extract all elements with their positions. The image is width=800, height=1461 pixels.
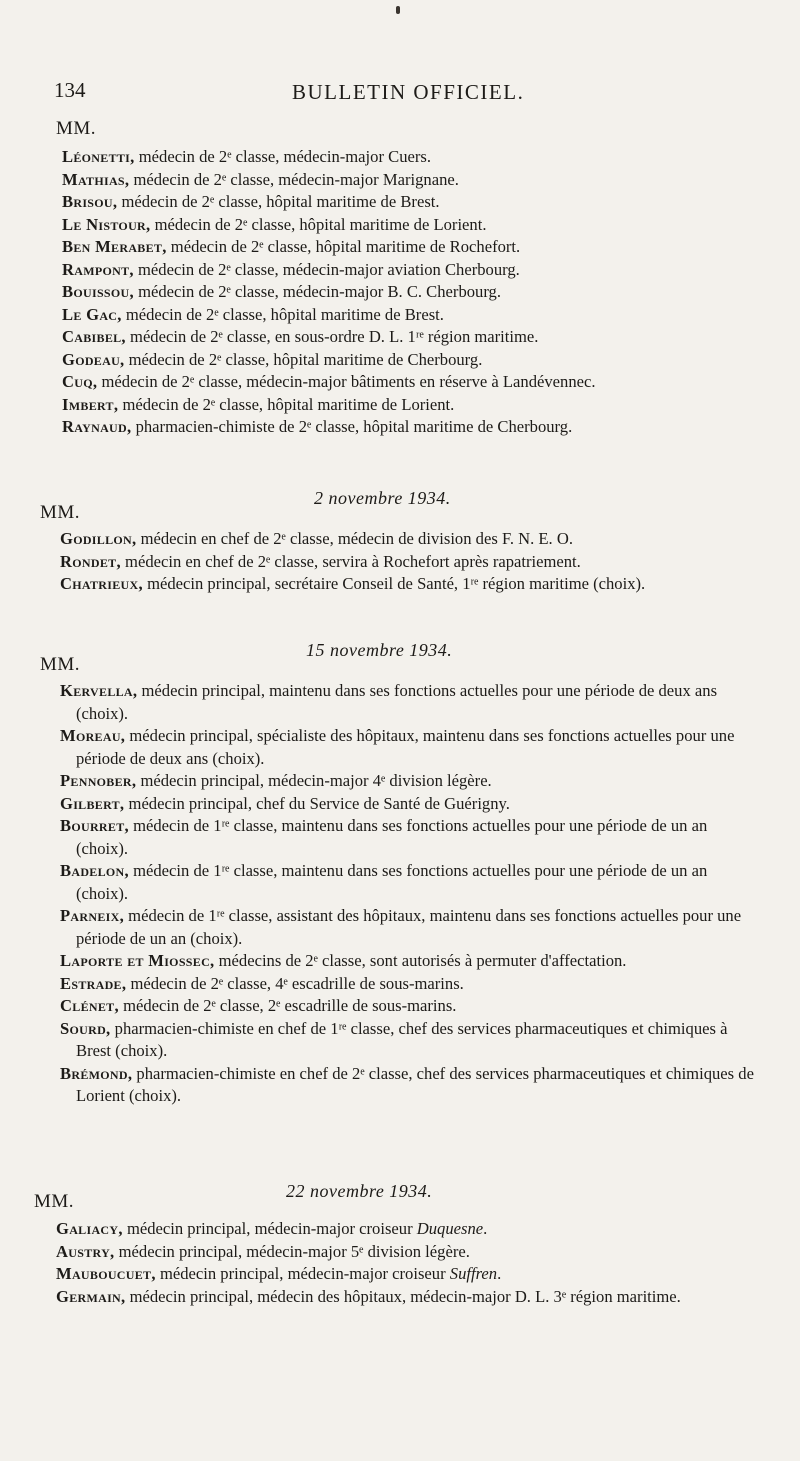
person-name: Gilbert, (60, 793, 125, 813)
entry-list (60, 528, 760, 596)
person-name: Bourret, (60, 816, 129, 835)
section-date: 22 novembre 1934. (286, 1181, 433, 1201)
list-item (60, 1018, 760, 1063)
person-name: Godillon, (60, 529, 137, 548)
entry-text: médecin de 2ᵉ classe, hôpital maritime de Cherbourg. (124, 349, 483, 369)
list-item (62, 416, 762, 439)
person-name: Moreau, (60, 726, 126, 745)
entry-text: médecin en chef de 2ᵉ classe, servira à Rochefort après rapatriement. (120, 551, 581, 571)
entry-text: médecin principal, médecin-major 4ᵉ division légère. (136, 771, 492, 790)
list-item (62, 281, 762, 304)
person-name: Parneix, (60, 906, 125, 925)
list-item (60, 950, 760, 973)
list-item (62, 371, 762, 394)
entry-text: médecin principal, maintenu dans ses fonctions actuelles pour une période de deux ans (choix). (76, 681, 718, 723)
list-item (62, 394, 762, 417)
running-title: BULLETIN OFFICIEL. (292, 80, 525, 104)
person-name: Rampont, (62, 259, 134, 279)
ink-speck (396, 6, 400, 14)
list-item (60, 551, 760, 574)
person-name: Galiacy, (56, 1219, 123, 1238)
salutation: MM. (40, 502, 81, 523)
page-number: 134 (54, 78, 86, 102)
person-name: Godeau, (62, 349, 125, 369)
entry-text: médecin de 2ᵉ classe, médecin-major bâtiments en réserve à Landévennec. (97, 372, 596, 391)
entry-text: médecin de 1ʳᵉ classe, maintenu dans ses fonctions actuelles pour une période de un an (choix). (76, 861, 708, 903)
list-item (62, 146, 762, 169)
section-date: 15 novembre 1934. (306, 640, 453, 660)
person-name: Germain, (56, 1286, 126, 1306)
entry-text: médecin principal, médecin-major croiseur (122, 1219, 417, 1238)
entry-text: médecin principal, spécialiste des hôpitaux, maintenu dans ses fonctions actuelles pour une période de deux ans (choix). (76, 726, 735, 768)
entry-text: médecin de 2ᵉ classe, hôpital maritime de Brest. (121, 304, 444, 324)
list-item (56, 1241, 756, 1264)
entry-text: médecin de 2ᵉ classe, médecin-major aviation Cherbourg. (133, 259, 520, 279)
entry-text: médecins de 2ᵉ classe, sont autorisés à permuter d'affectation. (214, 951, 627, 970)
list-item (60, 1063, 760, 1108)
entry-text: médecin de 2ᵉ classe, 2ᵉ escadrille de sous-marins. (118, 996, 457, 1015)
list-item (60, 973, 760, 996)
person-name: Rondet, (60, 551, 121, 571)
salutation: MM. (40, 654, 81, 675)
entry-text: pharmacien-chimiste en chef de 1ʳᵉ classe, chef des services pharmaceutiques et chimiques à Brest (choix). (76, 1018, 728, 1060)
entry-list (60, 680, 760, 1108)
entry-text: médecin de 2ᵉ classe, hôpital maritime de Rochefort. (166, 237, 521, 256)
list-item (62, 169, 762, 192)
entry-text: médecin de 2ᵉ classe, médecin-major B. C. Cherbourg. (133, 282, 502, 301)
entry-punct: . (483, 1219, 488, 1238)
entry-text: médecin de 1ʳᵉ classe, assistant des hôpitaux, maintenu dans ses fonctions actuelles pour une période de un an (choix). (76, 906, 742, 948)
person-name: Le Gac, (62, 304, 122, 324)
person-name: Mauboucuet, (56, 1264, 156, 1283)
list-item (62, 236, 762, 259)
ship-name: Suffren (449, 1264, 498, 1283)
list-item (60, 815, 760, 860)
person-name: Bouissou, (62, 282, 134, 301)
list-item (62, 191, 762, 214)
list-item (60, 995, 760, 1018)
entry-text: médecin de 1ʳᵉ classe, maintenu dans ses fonctions actuelles pour une période de un an (choix). (76, 816, 708, 858)
person-name: Raynaud, (62, 417, 132, 436)
person-name: Brisou, (62, 192, 118, 211)
person-name: Cuq, (62, 372, 98, 391)
person-name: Kervella, (60, 681, 138, 700)
ship-name: Duquesne (416, 1219, 484, 1238)
list-item (62, 214, 762, 237)
entry-punct: . (497, 1264, 502, 1283)
list-item (60, 573, 760, 596)
entry-text: médecin principal, secrétaire Conseil de Santé, 1ʳᵉ région maritime (choix). (142, 574, 646, 593)
entry-text: pharmacien-chimiste en chef de 2ᵉ classe, chef des services pharmaceutiques et chimiques de Lorient (choix). (76, 1063, 754, 1105)
person-name: Pennober, (60, 771, 137, 790)
list-item (62, 349, 762, 372)
list-item (60, 905, 760, 950)
entry-text: médecin de 2ᵉ classe, hôpital maritime de Lorient. (118, 394, 455, 414)
person-name: Badelon, (60, 861, 129, 880)
entry-list (62, 146, 762, 439)
list-item (62, 259, 762, 282)
person-name: Mathias, (62, 169, 130, 189)
person-name: Le Nistour, (62, 214, 151, 234)
entry-text: médecin principal, chef du Service de Santé de Guérigny. (124, 793, 510, 813)
entry-text: médecin de 2ᵉ classe, médecin-major Marignane. (129, 169, 459, 189)
list-item (56, 1218, 756, 1241)
person-name: Estrade, (60, 973, 127, 993)
section-date: 2 novembre 1934. (314, 488, 451, 508)
entry-text: médecin principal, médecin des hôpitaux, médecin-major D. L. 3ᵉ région maritime. (125, 1286, 681, 1306)
entry-text: médecin de 2ᵉ classe, en sous-ordre D. L. 1ʳᵉ région maritime. (125, 327, 539, 346)
list-item (56, 1263, 756, 1286)
person-name: Imbert, (62, 394, 119, 414)
person-name: Austry, (56, 1241, 115, 1261)
list-item (62, 304, 762, 327)
person-name: Chatrieux, (60, 574, 143, 593)
list-item (60, 680, 760, 725)
entry-text: médecin principal, médecin-major 5ᵉ division légère. (114, 1241, 470, 1261)
list-item (60, 793, 760, 816)
entry-list (56, 1218, 756, 1308)
entry-text: médecin de 2ᵉ classe, hôpital maritime de Lorient. (150, 214, 487, 234)
entry-text: médecin en chef de 2ᵉ classe, médecin de division des F. N. E. O. (136, 529, 573, 548)
person-name: Léonetti, (62, 147, 135, 166)
list-item (60, 528, 760, 551)
person-name: Clénet, (60, 996, 119, 1015)
list-item (62, 326, 762, 349)
entry-text: médecin principal, médecin-major croiseur (155, 1264, 450, 1283)
salutation: MM. (56, 118, 97, 139)
salutation: MM. (34, 1191, 75, 1212)
entry-text: pharmacien-chimiste de 2ᵉ classe, hôpital maritime de Cherbourg. (131, 417, 573, 436)
list-item (56, 1286, 756, 1309)
person-name: Cabibel, (62, 327, 126, 346)
entry-text: médecin de 2ᵉ classe, hôpital maritime de Brest. (117, 192, 440, 211)
person-name: Brémond, (60, 1063, 133, 1083)
person-name: Sourd, (60, 1018, 111, 1038)
list-item (60, 725, 760, 770)
entry-text: médecin de 2ᵉ classe, 4ᵉ escadrille de sous-marins. (126, 973, 464, 993)
person-name: Laporte et Miossec, (60, 951, 215, 970)
person-name: Ben Merabet, (62, 237, 167, 256)
list-item (60, 770, 760, 793)
entry-text: médecin de 2ᵉ classe, médecin-major Cuers. (134, 147, 431, 166)
list-item (60, 860, 760, 905)
